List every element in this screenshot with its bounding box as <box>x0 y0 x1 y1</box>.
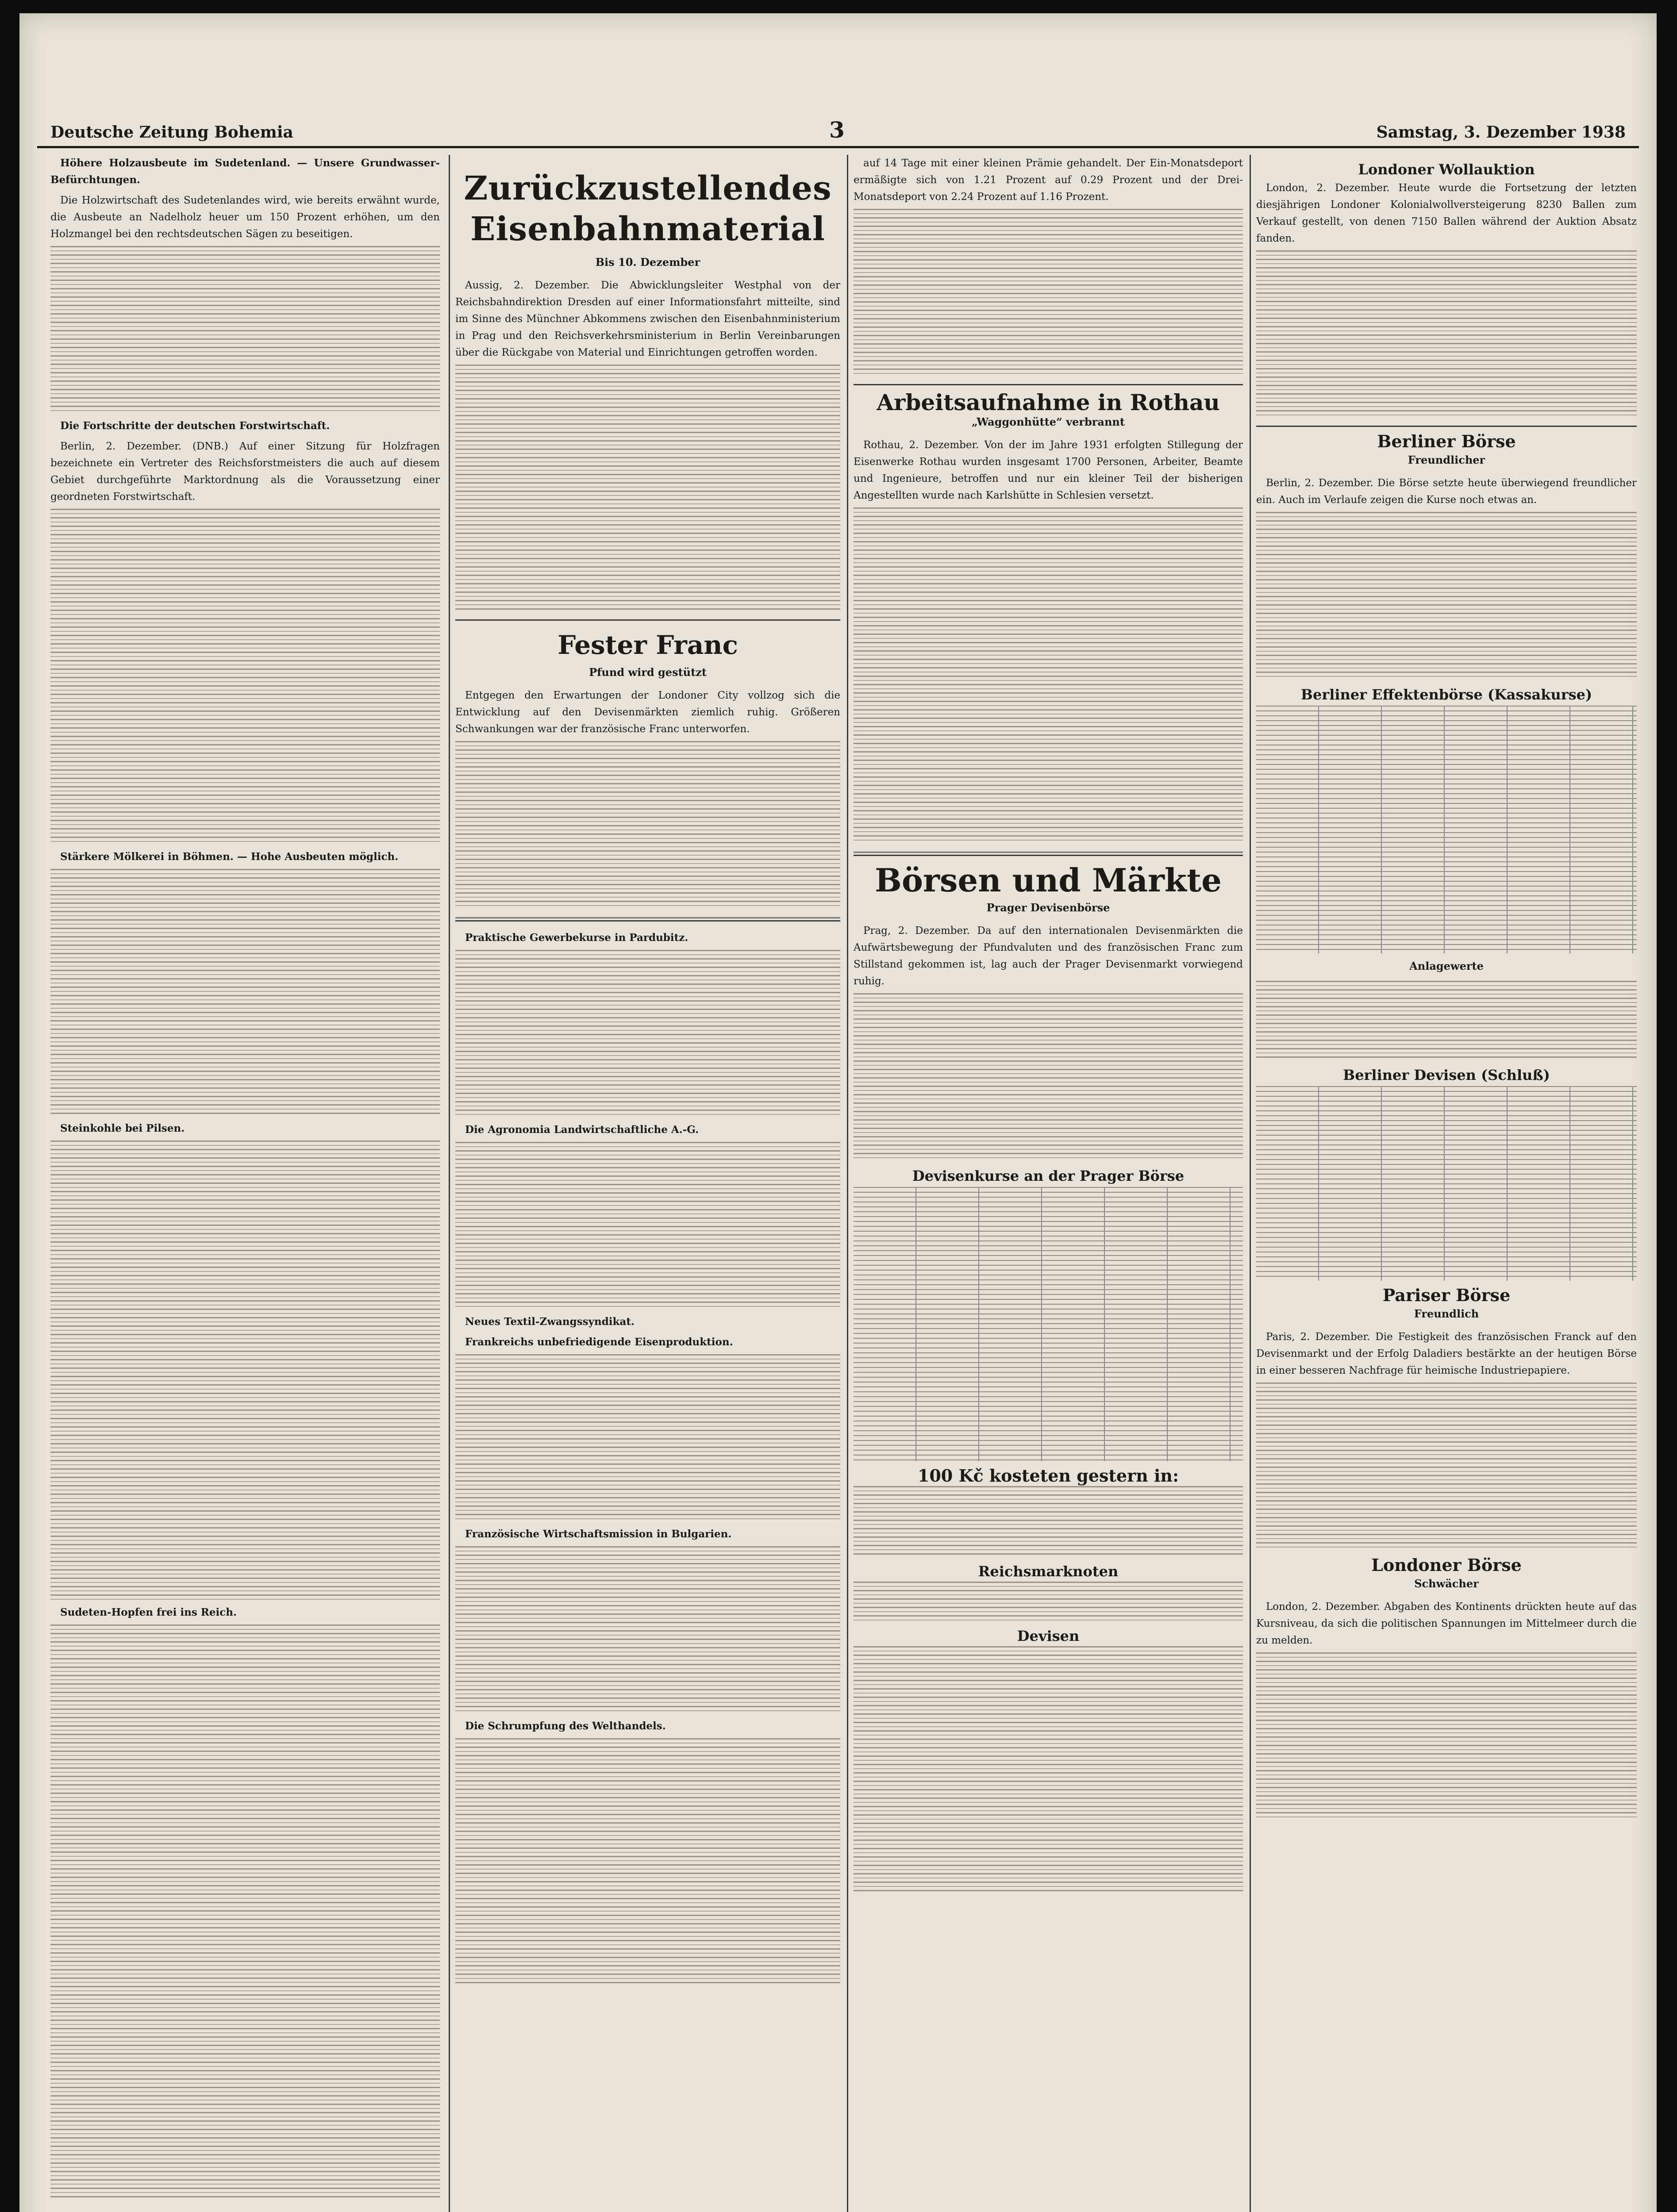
article-text: London, 2. Dezember. Abgaben des Kontinents drückten heute auf das Kursniveau, da sich die politischen Spannungen im Mittelmeer durch die zu melden. <box>1256 1601 1637 1646</box>
article-text: auf 14 Tage mit einer kleinen Prämie gehandelt. Der Ein-Monatsdeport ermäßigte sich von 1.21 Prozent auf 0.29 Prozent und der Drei-Monatsdeport von 2.24 Prozent auf 1.16 Prozent. <box>854 157 1243 203</box>
table-heading: Berliner Effektenbörse (Kassakurse) <box>1300 686 1592 703</box>
table-heading: Reichsmarknoten <box>978 1563 1119 1580</box>
article-body-text <box>455 1354 840 1522</box>
table-heading: Devisenkurse an der Prager Börse <box>912 1167 1185 1184</box>
article-body-text <box>1256 250 1637 419</box>
article-body-text <box>455 1546 840 1714</box>
article-text: Berlin, 2. Dezember. Die Börse setzte heute überwiegend freundlicher ein. Auch im Verlaufe zeigen die Kurse noch etwas an. <box>1256 477 1637 506</box>
article-text: London, 2. Dezember. Heute wurde die Fortsetzung der letzten diesjährigen Londoner Kolonialwollversteigerung 8230 Ballen zum Verkauf gestellt, von denen 7150 Ballen während der Auktion Absatz fanden. <box>1256 182 1637 244</box>
article-text: Entgegen den Erwartungen der Londoner City vollzog sich die Entwicklung auf den Devisenmärkten ziemlich ruhig. Größeren Schwankungen war der französische Franc unterworfen. <box>455 690 840 735</box>
newspaper-name: Deutsche Zeitung Bohemia <box>50 123 293 142</box>
article-body-text <box>1256 1652 1637 1820</box>
article-body-text <box>50 1141 440 1601</box>
headline: Börsen und Märkte <box>875 861 1222 899</box>
article-body-text <box>455 741 840 909</box>
column-rule <box>1250 155 1251 2212</box>
article-heading: Höhere Holzausbeute im Sudetenland. — Unsere Grundwasser-Befürchtungen. <box>50 157 440 186</box>
article-body-text <box>854 993 1243 1161</box>
article-heading: Die Agronomia Landwirtschaftliche A.-G. <box>465 1124 699 1136</box>
table-heading: Anlagewerte <box>1409 960 1484 972</box>
headline: Berliner Börse <box>1377 431 1516 451</box>
column-rule <box>847 155 848 2212</box>
article-heading: Stärkere Mölkerei in Böhmen. — Hohe Ausbeuten möglich. <box>60 851 399 863</box>
column-rule <box>449 155 450 2212</box>
headline: Londoner Wollauktion <box>1358 161 1535 178</box>
article-body-text <box>1256 1382 1637 1551</box>
article-body-text <box>455 950 840 1118</box>
table-heading: Devisen <box>1017 1628 1080 1644</box>
newspaper-page <box>19 13 1657 2212</box>
divider <box>854 852 1243 856</box>
headline: Pariser Börse <box>1382 1285 1511 1305</box>
article-body-text <box>1256 981 1637 1060</box>
divider <box>455 917 840 922</box>
page-header <box>37 114 1639 148</box>
rate-list <box>854 1486 1243 1557</box>
divider <box>1256 426 1637 427</box>
article-body-text <box>854 507 1243 844</box>
subheadline: „Waggonhütte“ verbrannt <box>972 415 1125 428</box>
article-body-text <box>50 869 440 1117</box>
article-text: Prag, 2. Dezember. Da auf den internationalen Devisenmärkten die Aufwärtsbewegung der Pfundvaluten und des französischen Franc zum Stillstand gekommen ist, lag auch der Prager Devisenmarkt vorwiegend ruhig. <box>854 925 1243 987</box>
table-heading: Berliner Devisen (Schluß) <box>1343 1067 1550 1083</box>
article-body-text <box>50 246 440 414</box>
subheadline: Pfund wird gestützt <box>589 666 707 679</box>
column-area <box>50 155 1635 2212</box>
currency-table <box>1256 1086 1637 1281</box>
article-body-text <box>50 1624 440 2200</box>
issue-date: Samstag, 3. Dezember 1938 <box>1376 123 1626 142</box>
subheadline: Prager Devisenbörse <box>986 901 1110 914</box>
article-body-text <box>455 1738 840 1986</box>
article-text: Rothau, 2. Dezember. Von der im Jahre 1931 erfolgten Stillegung der Eisenwerke Rothau wurden insgesamt 1700 Personen, Arbeiter, Beamte und Ingenieure, betroffen und nur ein kleiner Teil der bisherigen Angestellten wurde nach Karlshütte in Schlesien versetzt. <box>854 439 1243 501</box>
securities-table <box>1256 706 1637 953</box>
headline: Zurückzustellendes Eisenbahnmaterial <box>464 169 832 248</box>
headline: Fester Franc <box>558 630 738 660</box>
article-text: Paris, 2. Dezember. Die Festigkeit des französischen Franck auf den Devisenmarkt und der Erfolg Daladiers bestärkte an der heutigen Börse in einer besseren Nachfrage für heimische Industriepapiere. <box>1256 1331 1637 1376</box>
article-text: Aussig, 2. Dezember. Die Abwicklungsleiter Westphal von der Reichsbahndirektion Dresden auf einer Informationsfahrt mitteilte, sind im Sinne des Münchner Abkommens zwischen den Eisenbahnministerium in Prag und den Reichsverkehrsministerium in Berlin Vereinbarungen über die Rückgabe von Material und Einrichtungen getroffen worden. <box>455 280 840 358</box>
article-heading: Praktische Gewerbekurse in Pardubitz. <box>465 932 688 944</box>
page-number: 3 <box>829 117 845 143</box>
headline: Arbeitsaufnahme in Rothau <box>877 389 1220 415</box>
column-1 <box>50 155 440 2212</box>
divider <box>455 619 840 621</box>
exchange-rate-table <box>854 1187 1243 1461</box>
article-heading: Die Schrumpfung des Welthandels. <box>465 1720 666 1732</box>
rate-list <box>854 1646 1243 1894</box>
subheadline: Freundlicher <box>1408 453 1485 466</box>
article-text: Berlin, 2. Dezember. (DNB.) Auf einer Sitzung für Holzfragen bezeichnete ein Vertreter des Reichsforstmeisters die auch auf diesem Gebiet durchgeführte Marktordnung als die Voraussetzung einer geordneten Forstwirtschaft. <box>50 441 440 503</box>
table-heading: 100 Kč kosteten gestern in: <box>917 1466 1179 1486</box>
article-body-text <box>1256 512 1637 680</box>
subheadline: Schwächer <box>1414 1577 1479 1590</box>
article-body-text <box>50 509 440 845</box>
article-heading: Sudeten-Hopfen frei ins Reich. <box>60 1606 237 1618</box>
article-heading: Steinkohle bei Pilsen. <box>60 1122 185 1134</box>
article-heading: Frankreichs unbefriedigende Eisenproduktion. <box>465 1336 733 1348</box>
article-body-text <box>854 209 1243 377</box>
divider <box>854 384 1243 385</box>
column-4 <box>1256 155 1637 2212</box>
article-body-text <box>455 365 840 612</box>
article-heading: Die Fortschritte der deutschen Forstwirtschaft. <box>60 420 330 432</box>
column-2 <box>455 155 840 2212</box>
rate-list <box>854 1582 1243 1621</box>
article-heading: Französische Wirtschaftsmission in Bulgarien. <box>465 1528 732 1540</box>
column-3 <box>854 155 1243 2212</box>
subheadline: Bis 10. Dezember <box>595 256 700 269</box>
article-body-text <box>455 1142 840 1310</box>
article-heading: Neues Textil-Zwangssyndikat. <box>465 1316 635 1328</box>
headline: Londoner Börse <box>1371 1555 1522 1575</box>
article-text: Die Holzwirtschaft des Sudetenlandes wird, wie bereits erwähnt wurde, die Ausbeute an Nadelholz heuer um 150 Prozent erhöhen, um den Holzmangel bei den rechtsdeutschen Sägen zu beseitigen. <box>50 195 440 240</box>
subheadline: Freundlich <box>1414 1307 1479 1320</box>
